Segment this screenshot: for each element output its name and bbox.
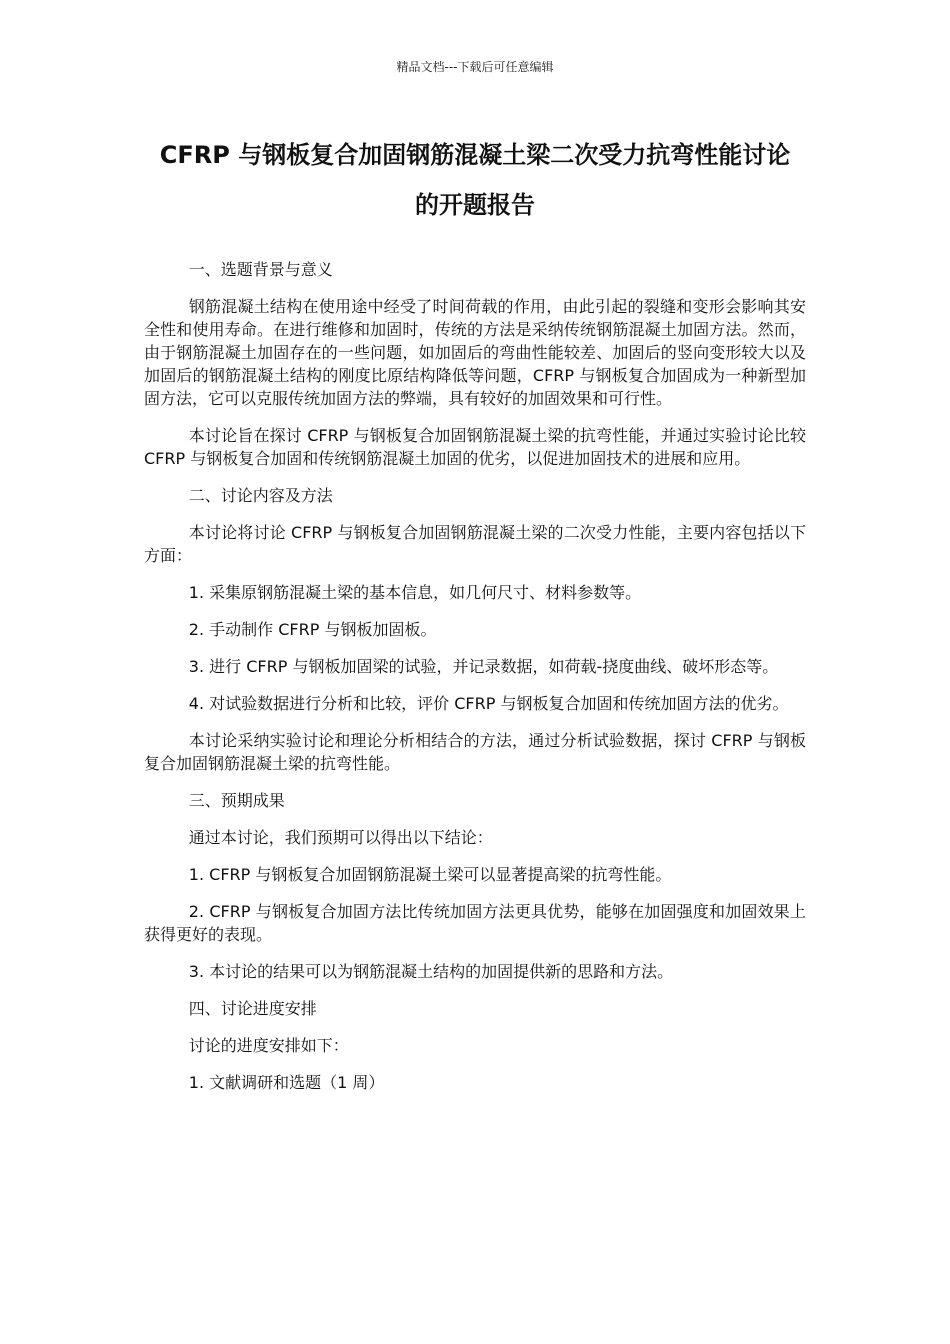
list-item: 2. 手动制作 CFRP 与钢板加固板。 <box>188 620 437 639</box>
list-item: 3. 本讨论的结果可以为钢筋混凝土结构的加固提供新的思路和方法。 <box>188 962 674 981</box>
document-title <box>120 130 830 230</box>
list-item: 1. CFRP 与钢板复合加固钢筋混凝土梁可以显著提高梁的抗弯性能。 <box>188 865 672 884</box>
paragraph-schedule-intro: 讨论的进度安排如下： <box>188 1036 349 1055</box>
paragraph-methods: 本讨论采纳实验讨论和理论分析相结合的方法，通过分析试验数据，探讨 CFRP 与钢板复合加固钢筋混凝土梁的抗弯性能。 <box>144 731 806 773</box>
paragraph-purpose: 本讨论旨在探讨 CFRP 与钢板复合加固钢筋混凝土梁的抗弯性能，并通过实验讨论比较 CFRP 与钢板复合加固和传统钢筋混凝土加固的优劣，以促进加固技术的进展和应用。 <box>144 426 806 468</box>
list-item: 1. 文献调研和选题（1 周） <box>188 1073 385 1092</box>
paragraph-background: 钢筋混凝土结构在使用途中经受了时间荷载的作用，由此引起的裂缝和变形会影响其安全性和使用寿命。在进行维修和加固时，传统的方法是采纳传统钢筋混凝土加固方法。然而，由于钢筋混凝土加固存在的一些问题，如加固后的弯曲性能较差、加固后的竖向变形较大以及加固后的钢筋混凝土结构的刚度比原结构降低等问题，CFRP 与钢板复合加固成为一种新型加固方法，它可以克服传统加固方法的弊端，具有较好的加固效果和可行性。 <box>144 297 806 408</box>
title-line-1: CFRP 与钢板复合加固钢筋混凝土梁二次受力抗弯性能讨论 <box>159 141 791 169</box>
section-heading-background: 一、选题背景与意义 <box>188 260 333 279</box>
list-item: 3. 进行 CFRP 与钢板加固梁的试验，并记录数据，如荷载-挠度曲线、破坏形态等。 <box>188 657 779 676</box>
list-item: 1. 采集原钢筋混凝土梁的基本信息，如几何尺寸、材料参数等。 <box>188 583 642 602</box>
header-note: 精品文档---下载后可任意编辑 <box>396 60 554 74</box>
list-item: 2. CFRP 与钢板复合加固方法比传统加固方法更具优势，能够在加固强度和加固效果上获得更好的表现。 <box>144 902 806 944</box>
paragraph-content-intro: 本讨论将讨论 CFRP 与钢板复合加固钢筋混凝土梁的二次受力性能，主要内容包括以下方面： <box>144 523 806 565</box>
section-heading-content-methods: 二、讨论内容及方法 <box>188 486 333 505</box>
title-line-2: 的开题报告 <box>415 191 535 219</box>
section-heading-schedule: 四、讨论进度安排 <box>188 999 317 1018</box>
section-heading-expected-results: 三、预期成果 <box>188 791 285 810</box>
paragraph-results-intro: 通过本讨论，我们预期可以得出以下结论： <box>188 828 493 847</box>
document-body <box>144 258 806 1108</box>
list-item: 4. 对试验数据进行分析和比较，评价 CFRP 与钢板复合加固和传统加固方法的优劣。 <box>188 694 789 713</box>
